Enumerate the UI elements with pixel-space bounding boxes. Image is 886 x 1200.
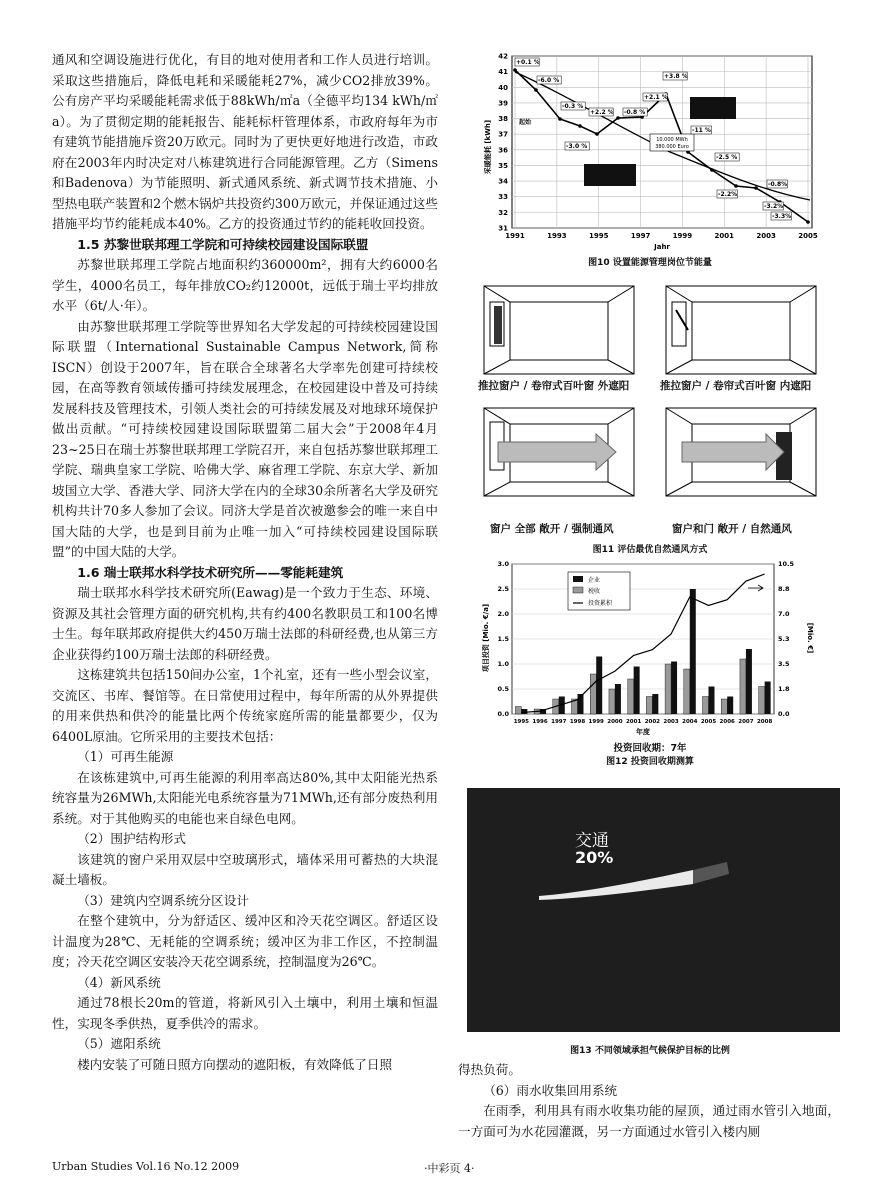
x-tick-label: 1996 (532, 719, 548, 725)
paragraph: 通过78根长20m的管道，将新风引入土壤中，利用土壤和恒温性，实现冬季供热，夏季供冷的需求。 (52, 995, 438, 1031)
y-tick-label: 31 (498, 224, 508, 233)
figure-10-chart (480, 52, 820, 252)
y-tick-label: 38 (498, 115, 508, 124)
black-box (690, 97, 736, 119)
start-label: 起始 (519, 119, 532, 126)
y2-tick-label: 0.0 (778, 710, 790, 718)
point-label: +2.1 % (644, 94, 668, 101)
y-tick-label: 32 (498, 208, 508, 217)
point-label: +0.1 % (516, 59, 540, 66)
figure-13-caption: 图13 不同领域承担气候保护目标的比例 (570, 1046, 730, 1056)
bar-tax (665, 664, 671, 714)
legend-label: 企业 (588, 577, 601, 584)
x-tick-label: 2000 (607, 719, 623, 725)
y-tick-label: 2.0 (497, 610, 509, 618)
figure-12-caption: 图12 投资回收期测算 (606, 757, 694, 767)
room-diagram (484, 286, 634, 374)
x-tick-label: 2001 (625, 719, 642, 725)
room-diagram (666, 408, 816, 496)
fig13-shape (467, 788, 840, 1032)
bar-enterprise (596, 657, 602, 715)
bar-enterprise (671, 662, 677, 715)
fig13-value: 20% (575, 848, 614, 867)
y-tick-label: 2.5 (497, 585, 509, 593)
data-point (578, 124, 582, 128)
list-item: （6）雨水收集回用系统 (483, 1082, 618, 1098)
data-point (754, 186, 758, 190)
fig11-label: 窗户 全部 敞开 / 强制通风 (490, 523, 614, 535)
y-tick-label: 41 (498, 68, 508, 77)
bar-enterprise (765, 682, 771, 715)
data-point (513, 68, 517, 72)
bar-tax (646, 697, 652, 715)
bar-tax (721, 699, 727, 714)
legend-label: 税收 (588, 588, 601, 595)
box-text: 10.000 MWh (656, 137, 688, 143)
point-label: -11 % (692, 127, 711, 134)
paragraph: 该建筑的窗户采用双层中空玻璃形式，墙体采用可蓄热的大块混凝土墙板。 (52, 851, 438, 887)
y2-axis-label: [Mio. €] (806, 622, 814, 654)
bar-tax (740, 659, 746, 714)
y-tick-label: 36 (498, 146, 508, 155)
y-tick-label: 35 (498, 161, 508, 170)
y-tick-label: 1.0 (497, 660, 509, 668)
list-item: （2）围护结构形式 (77, 831, 186, 846)
black-box (584, 164, 636, 186)
point-label: -0.8 % (624, 109, 646, 116)
point-label: +2.2 % (590, 109, 614, 116)
y-tick-label: 42 (498, 52, 508, 61)
paragraph: 这栋建筑共包括150间办公室，1个礼室，还有一些小型会议室，交流区、书库、餐馆等。在日常使用过程中，每年所需的从外界提供的用来供热和供冷的能量比两个传统家庭所需的能量都要少，仅为6400L原油。它所采用的主要技术包括： (52, 667, 438, 744)
point-label: +3.8 % (664, 73, 688, 80)
fig11-label: 推拉窗户 / 卷帘式百叶窗 内遮阳 (660, 380, 812, 392)
x-tick-label: 2007 (738, 719, 754, 725)
y2-tick-label: 8.8 (778, 585, 790, 593)
footer-journal: Urban Studies Vol.16 No.12 2009 (52, 1160, 240, 1173)
bar-enterprise (727, 697, 733, 715)
figure-13-image (467, 788, 840, 1032)
list-item: （1）可再生能源 (77, 749, 174, 764)
bar-tax (628, 679, 634, 714)
bar-enterprise (634, 667, 640, 715)
paragraph: 由苏黎世联邦理工学院等世界知名大学发起的可持续校园建设国际联盟（International Sustainable Campus Network,简称ISCN）创设于2007年，旨在联合全球著名大学率先创建可持续校园，在高等教育领域传播可持续发展理念，在校园建设中普及可持续发展科技及管理技术，引领人类社会的可持续发展及对地球环境保护做出贡献。“可持续校园建设国际联盟第二届大会”于2008年4月23~25日在瑞士苏黎世联邦理工学院召开，来自包括苏黎世联邦理工学院、瑞典皇家工学院、哈佛大学、麻省理工学院、东京大学、新加坡国立大学、香港大学、同济大学在内的全球30余所著名大学及研究机构共计70多人参加了会议。同济大学是首次被邀参会的唯一来自中国大陆的大学，也是到目前为止唯一加入“可持续校园建设国际联盟”的中国大陆的大学。 (52, 318, 438, 559)
figure-11-illustration (476, 282, 836, 522)
x-tick-label: 1995 (588, 232, 609, 240)
x-tick-label: 2004 (682, 719, 698, 725)
x-tick-label: 2005 (798, 232, 818, 240)
data-point (534, 88, 538, 92)
y-tick-label: 0.0 (497, 710, 509, 718)
x-tick-label: 1998 (569, 719, 586, 725)
point-label: -3.2% (764, 203, 784, 210)
bar-tax (590, 674, 596, 714)
fig11-label: 推拉窗户 / 卷帘式百叶窗 外遮阳 (478, 380, 630, 392)
y2-tick-label: 5.3 (778, 635, 790, 643)
legend (568, 572, 630, 610)
x-tick-label: 2001 (714, 232, 735, 240)
y-tick-label: 39 (498, 99, 508, 108)
x-tick-label: 2006 (719, 719, 735, 725)
data-point (558, 117, 562, 121)
point-label: -3.0 % (566, 143, 588, 150)
legend-label: 投资累积 (588, 600, 613, 607)
point-label: -6.0 % (538, 77, 560, 84)
figure-11-caption: 图11 评估最优自然通风方式 (592, 545, 708, 555)
paragraph: 苏黎世联邦理工学院占地面积约360000m²，拥有大约6000名学生，4000名员工，每年排放CO₂约12000t，远低于瑞士平均排放水平（6t/人·年）。 (52, 257, 438, 313)
x-axis-label: 年度 (636, 728, 650, 736)
y2-tick-label: 7.0 (778, 610, 790, 618)
paragraph: 在雨季，利用具有雨水收集功能的屋顶，通过雨水管引入地面，一方面可为水花园灌溉，另一方面通过水管引入楼内厕 (458, 1103, 840, 1139)
paragraph: 得热负荷。 (458, 1062, 521, 1077)
data-point (616, 116, 620, 120)
x-tick-label: 2003 (663, 719, 679, 725)
x-tick-label: 1999 (672, 232, 693, 240)
bar-tax (684, 669, 690, 714)
fig13-label: 交通 (575, 831, 609, 851)
figure-12-subcaption: 投资回收期：7年 (613, 743, 687, 754)
x-tick-label: 1999 (588, 719, 604, 725)
y-tick-label: 34 (498, 177, 508, 186)
point-label: -2.2% (718, 191, 738, 198)
x-tick-label: 2002 (644, 719, 661, 725)
room-diagram (484, 408, 634, 496)
bar-tax (703, 697, 709, 715)
x-tick-label: 1997 (630, 232, 651, 240)
data-point (595, 132, 599, 136)
y2-tick-label: 10.5 (778, 560, 795, 568)
list-item: （4）新风系统 (77, 974, 161, 990)
bar-tax (759, 687, 765, 715)
point-label: -0.8% (768, 181, 788, 188)
right-column-text (458, 1060, 840, 1142)
bar-tax (609, 689, 615, 714)
paragraph: 在该栋建筑中,可再生能源的利用率高达80%,其中太阳能光热系统容量为26MWh,太阳能光电系统容量为71MWh,还有部分废热利用系统。对于其他购买的电能也来自绿色电网。 (52, 769, 438, 826)
y-tick-label: 37 (498, 130, 508, 139)
section-heading: 1.5 苏黎世联邦理工学院和可持续校园建设国际联盟 (77, 236, 369, 252)
bar-enterprise (690, 589, 696, 714)
paragraph: 瑞士联邦水科学技术研究所(Eawag)是一个致力于生态、环境、资源及其社会管理方面的研究机构,共有约400名教职员工和100名博士生。每年联邦政府提供大约450万瑞士法郎的科研经费,也从第三方企业获得约100万瑞士法郎的科研经费。 (52, 585, 438, 662)
y-tick-label: 3.0 (497, 560, 509, 568)
x-tick-label: 2005 (700, 719, 717, 725)
y-tick-label: 40 (498, 83, 508, 92)
y-tick-label: 1.5 (497, 635, 509, 643)
bar-enterprise (521, 709, 527, 714)
fig11-label: 窗户和门 敞开 / 自然通风 (672, 523, 792, 535)
x-tick-label: 1997 (551, 719, 567, 725)
data-point (806, 220, 810, 224)
x-tick-label: 1991 (505, 232, 525, 240)
bar-enterprise (709, 687, 715, 715)
x-tick-label: 2008 (756, 719, 773, 725)
y-tick-label: 0.5 (497, 685, 509, 693)
x-tick-label: 1995 (513, 719, 530, 725)
bar-enterprise (746, 649, 752, 714)
left-column (52, 50, 438, 1075)
y-axis-label: 采暖能耗 [kWh] (484, 119, 492, 175)
y2-tick-label: 3.5 (778, 660, 790, 668)
section-heading: 1.6 瑞士联邦水科学技术研究所——零能耗建筑 (77, 564, 344, 580)
bar-enterprise (615, 684, 621, 714)
paragraph: 在整个建筑中，分为舒适区、缓冲区和冷天花空调区。舒适区设计温度为28℃、无耗能的空调系统；缓冲区为非工作区，不控制温度；冷天花空调区安装冷天花空调系统，控制温度为26℃。 (52, 913, 438, 969)
point-label: -0.3 % (562, 103, 584, 110)
box-text: 380.000 Euro (655, 144, 689, 150)
y-axis-label: 项目投资 [Mio. €/a] (482, 603, 490, 673)
point-label: -3.3% (772, 213, 792, 220)
x-tick-label: 2003 (756, 232, 776, 240)
figure-12-chart (478, 558, 818, 738)
point-label: -2.5 % (716, 154, 738, 161)
room-diagram (666, 286, 816, 374)
data-point (734, 184, 738, 188)
figure-10-caption: 图10 设置能源管理岗位节能量 (588, 258, 712, 268)
footer-page: ·中彩页 4· (424, 1162, 475, 1175)
y2-tick-label: 1.8 (778, 685, 790, 693)
list-item: （5）遮阳系统 (77, 1036, 161, 1051)
y-tick-label: 33 (498, 193, 508, 202)
x-tick-label: 1993 (547, 232, 567, 240)
x-axis-label: Jahr (654, 243, 670, 251)
data-point (710, 168, 714, 172)
paragraph: 楼内安装了可随日照方向摆动的遮阳板，有效降低了日照 (77, 1056, 393, 1072)
list-item: （3）建筑内空调系统分区设计 (77, 892, 249, 908)
paragraph: 通风和空调设施进行优化，有目的地对使用者和工作人员进行培训。采取这些措施后，降低电耗和采暖能耗27%，减少CO2排放39%。公有房产平均采暖能耗需求低于88kWh/㎡a（全德平均134 kWh/㎡a）。为了贯彻定期的能耗报告、能耗标杆管理体系，市政府每年为市有建筑节能措施斥资20万欧元。同时为了更快更好地进行改造，市政府在2003年内时决定对八栋建筑进行合同能源管理。乙方（Simens和Badenova）为节能照明、新式通风系统、新式调节技术措施、小型热电联产装置和2个燃木锅炉共投资约300万欧元，并保证通过这些措施平均节约能耗成本40%。乙方的投资通过节约的能耗收回投资。 (52, 52, 438, 231)
bar-enterprise (652, 694, 658, 714)
bar-tax (515, 707, 521, 715)
